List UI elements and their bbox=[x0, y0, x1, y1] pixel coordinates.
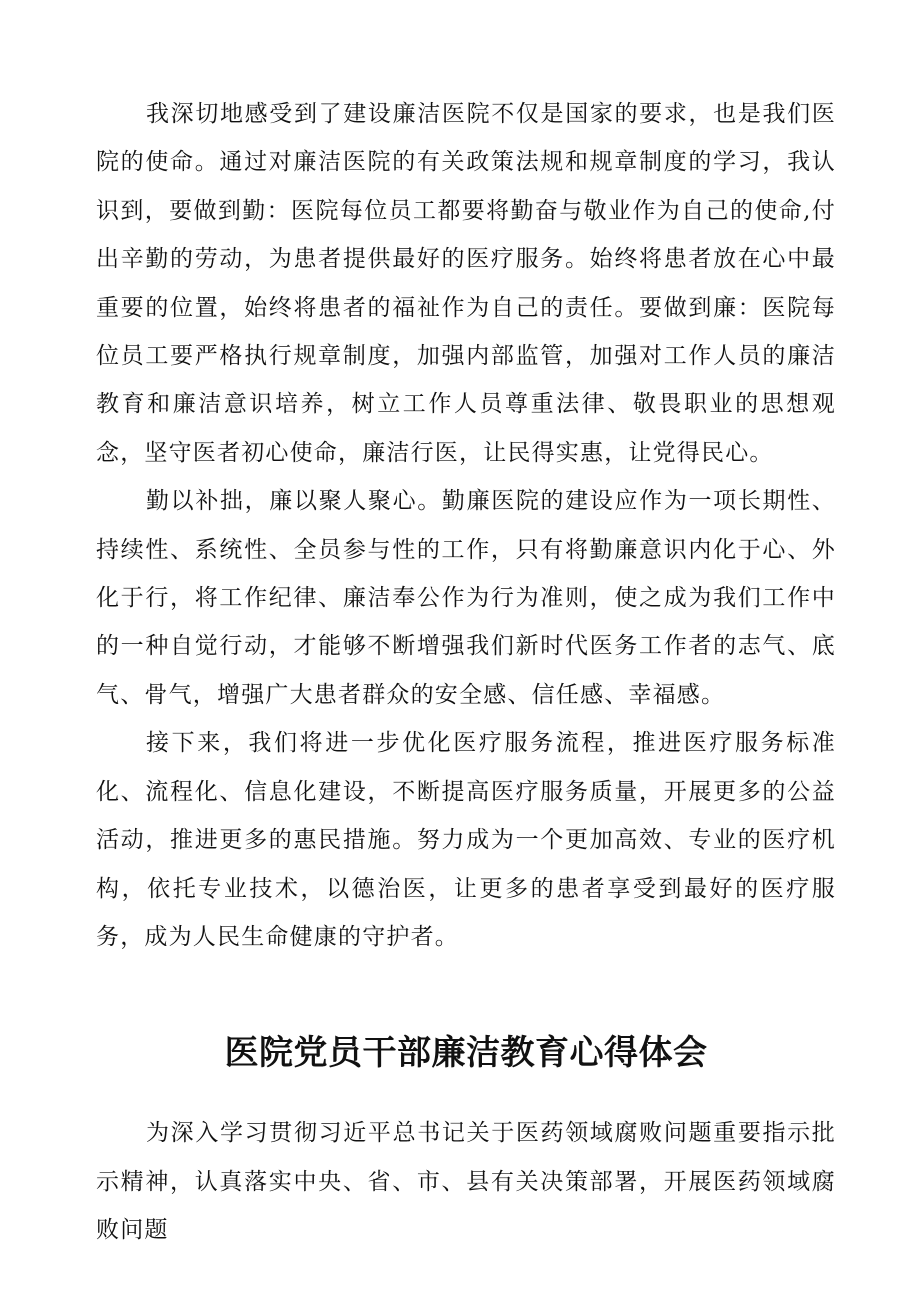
paragraph-3: 接下来，我们将进一步优化医疗服务流程，推进医疗服务标准化、流程化、信息化建设，不断提高医疗服务质量，开展更多的公益活动，推进更多的惠民措施。努力成为一个更加高效、专业的医疗机构，依托专业技术，以德治医，让更多的患者享受到最好的医疗服务，成为人民生命健康的守护者。 bbox=[96, 730, 836, 950]
section-heading-wrap bbox=[96, 1029, 836, 1077]
paragraph-2: 勤以补拙，廉以聚人聚心。勤廉医院的建设应作为一项长期性、持续性、系统性、全员参与性的工作，只有将勤廉意识内化于心、外化于行，将工作纪律、廉洁奉公作为行为准则，使之成为我们工作中的一种自觉行动，才能够不断增强我们新时代医务工作者的志气、底气、骨气，增强广大患者群众的安全感、信任感、幸福感。 bbox=[96, 488, 836, 708]
paragraph-1: 我深切地感受到了建设廉洁医院不仅是国家的要求，也是我们医院的使命。通过对廉洁医院的有关政策法规和规章制度的学习，我认识到，要做到勤：医院每位员工都要将勤奋与敬业作为自己的使命,付出辛勤的劳动，为患者提供最好的医疗服务。始终将患者放在心中最重要的位置，始终将患者的福祉作为自己的责任。要做到廉：医院每位员工要严格执行规章制度，加强内部监管，加强对工作人员的廉洁教育和廉洁意识培养，树立工作人员尊重法律、敬畏职业的思想观念，坚守医者初心使命，廉洁行医，让民得实惠，让党得民心。 bbox=[96, 101, 836, 466]
paragraph-4: 为深入学习贯彻习近平总书记关于医药领域腐败问题重要指示批示精神，认真落实中央、省、市、县有关决策部署，开展医药领域腐败问题 bbox=[96, 1120, 836, 1244]
document-page bbox=[96, 90, 836, 1255]
section-title: 医院党员干部廉洁教育心得体会 bbox=[224, 1033, 708, 1074]
